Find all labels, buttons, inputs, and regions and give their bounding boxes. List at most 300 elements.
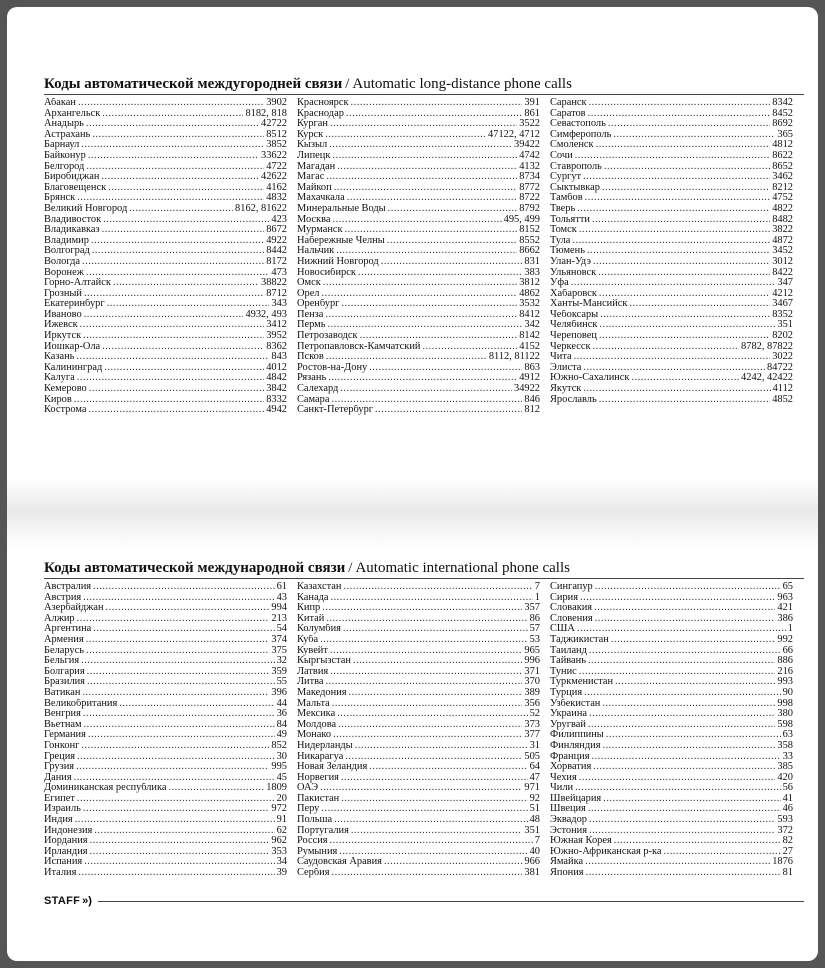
entry-code: 51 — [529, 804, 540, 815]
list-item — [297, 847, 540, 858]
entry-name: Чебоксары — [550, 309, 599, 320]
entry-code: 3452 — [772, 246, 793, 257]
dot-leader — [595, 582, 781, 593]
dot-leader — [102, 342, 264, 353]
list-item — [297, 225, 540, 236]
entry-name: Тверь — [550, 203, 576, 214]
list-item — [550, 257, 793, 268]
list-item — [44, 656, 287, 667]
dot-leader — [168, 783, 264, 794]
entry-code: 8142 — [519, 331, 540, 342]
entry-code: 831 — [524, 256, 540, 267]
entry-code: 374 — [271, 634, 287, 645]
entry-name: Дания — [44, 772, 72, 783]
dot-leader — [325, 130, 486, 141]
list-item — [550, 225, 793, 236]
dot-leader — [664, 847, 781, 858]
entry-name: Минеральные Воды — [297, 203, 386, 214]
list-item — [44, 582, 287, 593]
entry-code: 8452 — [772, 108, 793, 119]
entry-code: 39 — [276, 868, 287, 879]
entry-name: ОАЭ — [297, 783, 319, 794]
dot-leader — [588, 720, 776, 731]
entry-name: Израиль — [44, 804, 81, 815]
entry-name: Орел — [297, 288, 320, 299]
dot-leader — [339, 847, 527, 858]
entry-code: 375 — [271, 645, 287, 656]
entry-name: Набережные Челны — [297, 235, 385, 246]
list-item — [44, 624, 287, 635]
dot-leader — [340, 384, 512, 395]
entry-name: Южно-Африканская р-ка — [550, 846, 662, 857]
entry-code: 992 — [777, 634, 793, 645]
entry-code: 8182, 818 — [245, 108, 287, 119]
dot-leader — [589, 709, 775, 720]
entry-name: Франция — [550, 751, 590, 762]
entry-name: США — [550, 624, 575, 635]
dot-leader — [584, 688, 780, 699]
entry-name: Вологда — [44, 256, 81, 267]
entry-code: 8652 — [772, 161, 793, 172]
dot-leader — [369, 762, 527, 773]
domestic-column — [44, 98, 287, 416]
list-item — [550, 320, 793, 331]
entry-code: 57 — [529, 624, 540, 635]
entry-code: 8172 — [266, 256, 287, 267]
entry-name: Самара — [297, 394, 330, 405]
entry-code: 3842 — [266, 384, 287, 395]
dot-leader — [583, 363, 765, 374]
list-item — [297, 688, 540, 699]
list-item — [297, 709, 540, 720]
entry-code: 8772 — [519, 182, 540, 193]
entry-code: 846 — [524, 394, 540, 405]
entry-code: 8412 — [519, 309, 540, 320]
entry-code: 20 — [276, 793, 287, 804]
list-item — [550, 826, 793, 837]
entry-code: 342 — [524, 320, 540, 331]
list-item — [297, 215, 540, 226]
entry-code: 90 — [782, 687, 793, 698]
dot-leader — [74, 395, 264, 406]
entry-name: Москва — [297, 214, 331, 225]
entry-name: Владикавказ — [44, 225, 100, 236]
list-item — [297, 667, 540, 678]
entry-code: 8734 — [519, 172, 540, 183]
dot-leader — [94, 826, 274, 837]
list-item — [297, 384, 540, 395]
list-item — [550, 773, 793, 784]
entry-code: 61 — [276, 582, 287, 592]
dot-leader — [596, 140, 771, 151]
list-item — [297, 342, 540, 353]
dot-leader — [327, 320, 522, 331]
dot-leader — [369, 363, 522, 374]
dot-leader — [593, 257, 770, 268]
list-item — [297, 257, 540, 268]
entry-name: Якутск — [550, 384, 582, 395]
entry-code: 27 — [782, 846, 793, 857]
entry-name: Колумбия — [297, 624, 341, 635]
dot-leader — [92, 246, 264, 257]
list-item — [297, 857, 540, 868]
dot-leader — [328, 373, 517, 384]
directory-page — [7, 7, 818, 961]
list-item — [44, 162, 287, 173]
list-item — [297, 836, 540, 847]
entry-name: Мурманск — [297, 225, 343, 236]
entry-name: Нижний Новгород — [297, 256, 379, 267]
entry-code: 8442 — [266, 246, 287, 257]
entry-code: 4152 — [519, 341, 540, 352]
list-item — [297, 635, 540, 646]
entry-code: 56 — [782, 783, 793, 794]
dot-leader — [81, 741, 269, 752]
dot-leader — [77, 193, 264, 204]
dot-leader — [343, 582, 532, 593]
entry-name: Сургут — [550, 172, 582, 183]
list-item — [297, 140, 540, 151]
list-item — [44, 342, 287, 353]
domestic-title — [44, 75, 804, 93]
dot-leader — [77, 752, 275, 763]
dot-leader — [337, 709, 527, 720]
entry-name: Индонезия — [44, 825, 93, 836]
entry-code: 91 — [276, 815, 287, 826]
entry-code: 843 — [271, 352, 287, 363]
entry-code: 4752 — [772, 193, 793, 204]
dot-leader — [107, 299, 270, 310]
entry-code: 356 — [524, 698, 540, 709]
entry-name: Таиланд — [550, 645, 587, 656]
dot-leader — [326, 172, 517, 183]
list-item — [44, 352, 287, 363]
list-item — [44, 815, 287, 826]
dot-leader — [83, 331, 264, 342]
list-item — [44, 405, 287, 416]
entry-code: 53 — [529, 634, 540, 645]
dot-leader — [589, 98, 771, 109]
list-item — [44, 667, 287, 678]
entry-name: Бельгия — [44, 656, 80, 667]
entry-code: 4942 — [266, 405, 287, 416]
dot-leader — [84, 310, 244, 321]
dot-leader — [332, 868, 523, 879]
domestic-column — [297, 98, 540, 416]
entry-code: 8422 — [772, 267, 793, 278]
dot-leader — [577, 624, 786, 635]
list-item — [44, 783, 287, 794]
entry-code: 45 — [276, 772, 287, 783]
list-item — [297, 193, 540, 204]
domestic-section — [44, 75, 804, 416]
entry-code: 8712 — [266, 288, 287, 299]
entry-code: 4012 — [266, 362, 287, 373]
entry-name: Беларусь — [44, 645, 84, 656]
list-item — [550, 363, 793, 374]
list-item — [297, 804, 540, 815]
dot-leader — [422, 342, 517, 353]
entry-code: 351 — [777, 320, 793, 331]
list-item — [550, 699, 793, 710]
list-item — [297, 677, 540, 688]
entry-name: Екатеринбург — [44, 299, 105, 310]
list-item — [550, 624, 793, 635]
dot-leader — [81, 656, 275, 667]
entry-code: 389 — [524, 687, 540, 698]
entry-code: 380 — [777, 709, 793, 720]
entry-name: Монако — [297, 730, 332, 741]
entry-name: Абакан — [44, 98, 76, 108]
entry-name: Сингапур — [550, 582, 593, 592]
entry-code: 8722 — [519, 193, 540, 204]
page-fold — [7, 479, 818, 549]
dot-leader — [102, 225, 265, 236]
list-item — [297, 582, 540, 593]
title-separator: / — [348, 560, 353, 576]
entry-code: 3812 — [519, 278, 540, 289]
list-item — [297, 204, 540, 215]
list-item — [297, 151, 540, 162]
entry-code: 996 — [524, 656, 540, 667]
dot-leader — [346, 109, 523, 120]
entry-name: Словения — [550, 613, 593, 624]
list-item — [550, 204, 793, 215]
dot-leader — [87, 677, 275, 688]
list-item — [297, 656, 540, 667]
list-item — [297, 268, 540, 279]
entry-name: Грозный — [44, 288, 82, 299]
entry-name: Чили — [550, 783, 574, 794]
list-item — [44, 236, 287, 247]
entry-name: Норвегия — [297, 772, 339, 783]
list-item — [550, 603, 793, 614]
list-item — [297, 289, 540, 300]
list-item — [44, 130, 287, 141]
dot-leader — [615, 677, 775, 688]
dot-leader — [381, 257, 523, 268]
entry-code: 44 — [276, 698, 287, 709]
dot-leader — [80, 320, 265, 331]
entry-name: Магас — [297, 172, 325, 183]
dot-leader — [78, 868, 274, 879]
entry-name: Анадырь — [44, 119, 84, 130]
dot-leader — [333, 730, 522, 741]
entry-code: 81 — [782, 868, 793, 879]
entry-name: Польша — [297, 815, 333, 826]
entry-name: Украина — [550, 709, 588, 720]
entry-name: Новосибирск — [297, 267, 356, 278]
dot-leader — [325, 310, 517, 321]
dot-leader — [606, 730, 781, 741]
dot-leader — [83, 709, 275, 720]
entry-name: Мексика — [297, 709, 336, 720]
list-item — [550, 762, 793, 773]
entry-code: 972 — [271, 804, 287, 815]
dot-leader — [602, 741, 775, 752]
domestic-title-ru: Коды автоматической междугородней связи — [44, 76, 343, 92]
dot-leader — [330, 593, 532, 604]
entry-name: Липецк — [297, 150, 331, 161]
entry-code: 371 — [524, 666, 540, 677]
list-item — [44, 320, 287, 331]
list-item — [44, 310, 287, 321]
entry-name: Сочи — [550, 150, 573, 161]
list-item — [550, 614, 793, 625]
entry-name: Алжир — [44, 613, 75, 624]
list-item — [550, 720, 793, 731]
entry-name: Оренбург — [297, 299, 340, 310]
list-item — [550, 172, 793, 183]
list-item — [550, 741, 793, 752]
dot-leader — [93, 624, 274, 635]
entry-code: 4722 — [266, 161, 287, 172]
dot-leader — [326, 614, 527, 625]
list-item — [44, 646, 287, 657]
entry-code: 4822 — [772, 203, 793, 214]
dot-leader — [613, 130, 775, 141]
entry-code: 372 — [777, 825, 793, 836]
entry-name: Кызыл — [297, 140, 328, 151]
entry-code: 32 — [276, 656, 287, 667]
list-item — [550, 278, 793, 289]
dot-leader — [353, 656, 522, 667]
list-item — [550, 635, 793, 646]
entry-code: 47 — [529, 772, 540, 783]
entry-code: 3012 — [772, 256, 793, 267]
entry-name: Ульяновск — [550, 267, 597, 278]
international-title-ru: Коды автоматической международной связи — [44, 560, 346, 576]
entry-code: 812 — [524, 405, 540, 416]
dot-leader — [334, 183, 518, 194]
dot-leader — [608, 119, 770, 130]
dot-leader — [84, 720, 275, 731]
dot-leader — [129, 204, 233, 215]
dot-leader — [90, 836, 270, 847]
entry-code: 4212 — [772, 288, 793, 299]
entry-name: Эквадор — [550, 815, 587, 826]
entry-name: Байконур — [44, 150, 86, 161]
dot-leader — [602, 183, 770, 194]
list-item — [550, 98, 793, 109]
dot-leader — [84, 289, 264, 300]
list-item — [44, 289, 287, 300]
dot-leader — [375, 405, 522, 416]
list-item — [550, 236, 793, 247]
entry-code: 3522 — [519, 119, 540, 130]
list-item — [550, 373, 793, 384]
entry-name: Хорватия — [550, 762, 592, 773]
entry-name: Германия — [44, 730, 86, 741]
entry-name: Кипр — [297, 603, 321, 614]
entry-code: 3532 — [519, 299, 540, 310]
entry-name: Ханты-Мансийск — [550, 299, 628, 310]
entry-code: 386 — [777, 613, 793, 624]
entry-code: 30 — [276, 751, 287, 762]
list-item — [297, 373, 540, 384]
dot-leader — [77, 794, 275, 805]
entry-name: Калуга — [44, 373, 75, 384]
dot-leader — [588, 804, 781, 815]
list-item — [297, 614, 540, 625]
dot-leader — [585, 857, 770, 868]
dot-leader — [572, 236, 770, 247]
dot-leader — [341, 773, 528, 784]
entry-code: 1809 — [266, 783, 287, 794]
entry-code: 41 — [782, 793, 793, 804]
entry-name: Иваново — [44, 309, 82, 320]
dot-leader — [387, 236, 518, 247]
entry-name: Грузия — [44, 762, 75, 773]
dot-leader — [345, 225, 518, 236]
entry-name: Чехия — [550, 772, 577, 783]
list-item — [550, 183, 793, 194]
list-item — [44, 225, 287, 236]
entry-name: Перу — [297, 804, 320, 815]
list-item — [550, 709, 793, 720]
entry-name: Египет — [44, 793, 75, 804]
dot-leader — [87, 667, 270, 678]
dot-leader — [108, 183, 264, 194]
dot-leader — [587, 246, 770, 257]
entry-code: 3822 — [772, 225, 793, 236]
dot-leader — [583, 384, 770, 395]
list-item — [550, 352, 793, 363]
dot-leader — [588, 109, 771, 120]
list-item — [297, 762, 540, 773]
entry-code: 7 — [534, 836, 540, 847]
list-item — [297, 720, 540, 731]
entry-code: 3952 — [266, 331, 287, 342]
list-item — [550, 119, 793, 130]
entry-name: Великий Новгород — [44, 203, 128, 214]
entry-code: 3462 — [772, 172, 793, 183]
entry-code: 971 — [524, 783, 540, 794]
list-item — [297, 741, 540, 752]
entry-code: 66 — [782, 645, 793, 656]
list-item — [44, 215, 287, 226]
entry-name: Австралия — [44, 582, 92, 592]
list-item — [297, 236, 540, 247]
entry-code: 598 — [777, 719, 793, 730]
dot-leader — [602, 699, 775, 710]
entry-name: Иркутск — [44, 331, 82, 342]
entry-name: Южная Корея — [550, 836, 612, 847]
entry-name: Турция — [550, 687, 583, 698]
entry-name: Италия — [44, 868, 77, 879]
entry-name: Филиппины — [550, 730, 604, 741]
entry-name: Элиста — [550, 362, 582, 373]
entry-code: 8162, 81622 — [235, 203, 287, 214]
entry-name: Махачкала — [297, 193, 345, 204]
list-item — [44, 172, 287, 183]
list-item — [550, 151, 793, 162]
entry-code: 1 — [787, 624, 793, 635]
entry-name: Нидерланды — [297, 740, 353, 751]
entry-name: Брянск — [44, 193, 76, 204]
list-item — [550, 815, 793, 826]
entry-code: 4932, 493 — [245, 309, 287, 320]
entry-name: Улан-Удэ — [550, 256, 591, 267]
entry-code: 963 — [777, 592, 793, 603]
dot-leader — [571, 278, 776, 289]
dot-leader — [88, 730, 275, 741]
entry-name: Пакистан — [297, 793, 340, 804]
list-item — [550, 342, 793, 353]
list-item — [44, 109, 287, 120]
dot-leader — [599, 331, 770, 342]
dot-leader — [330, 646, 523, 657]
